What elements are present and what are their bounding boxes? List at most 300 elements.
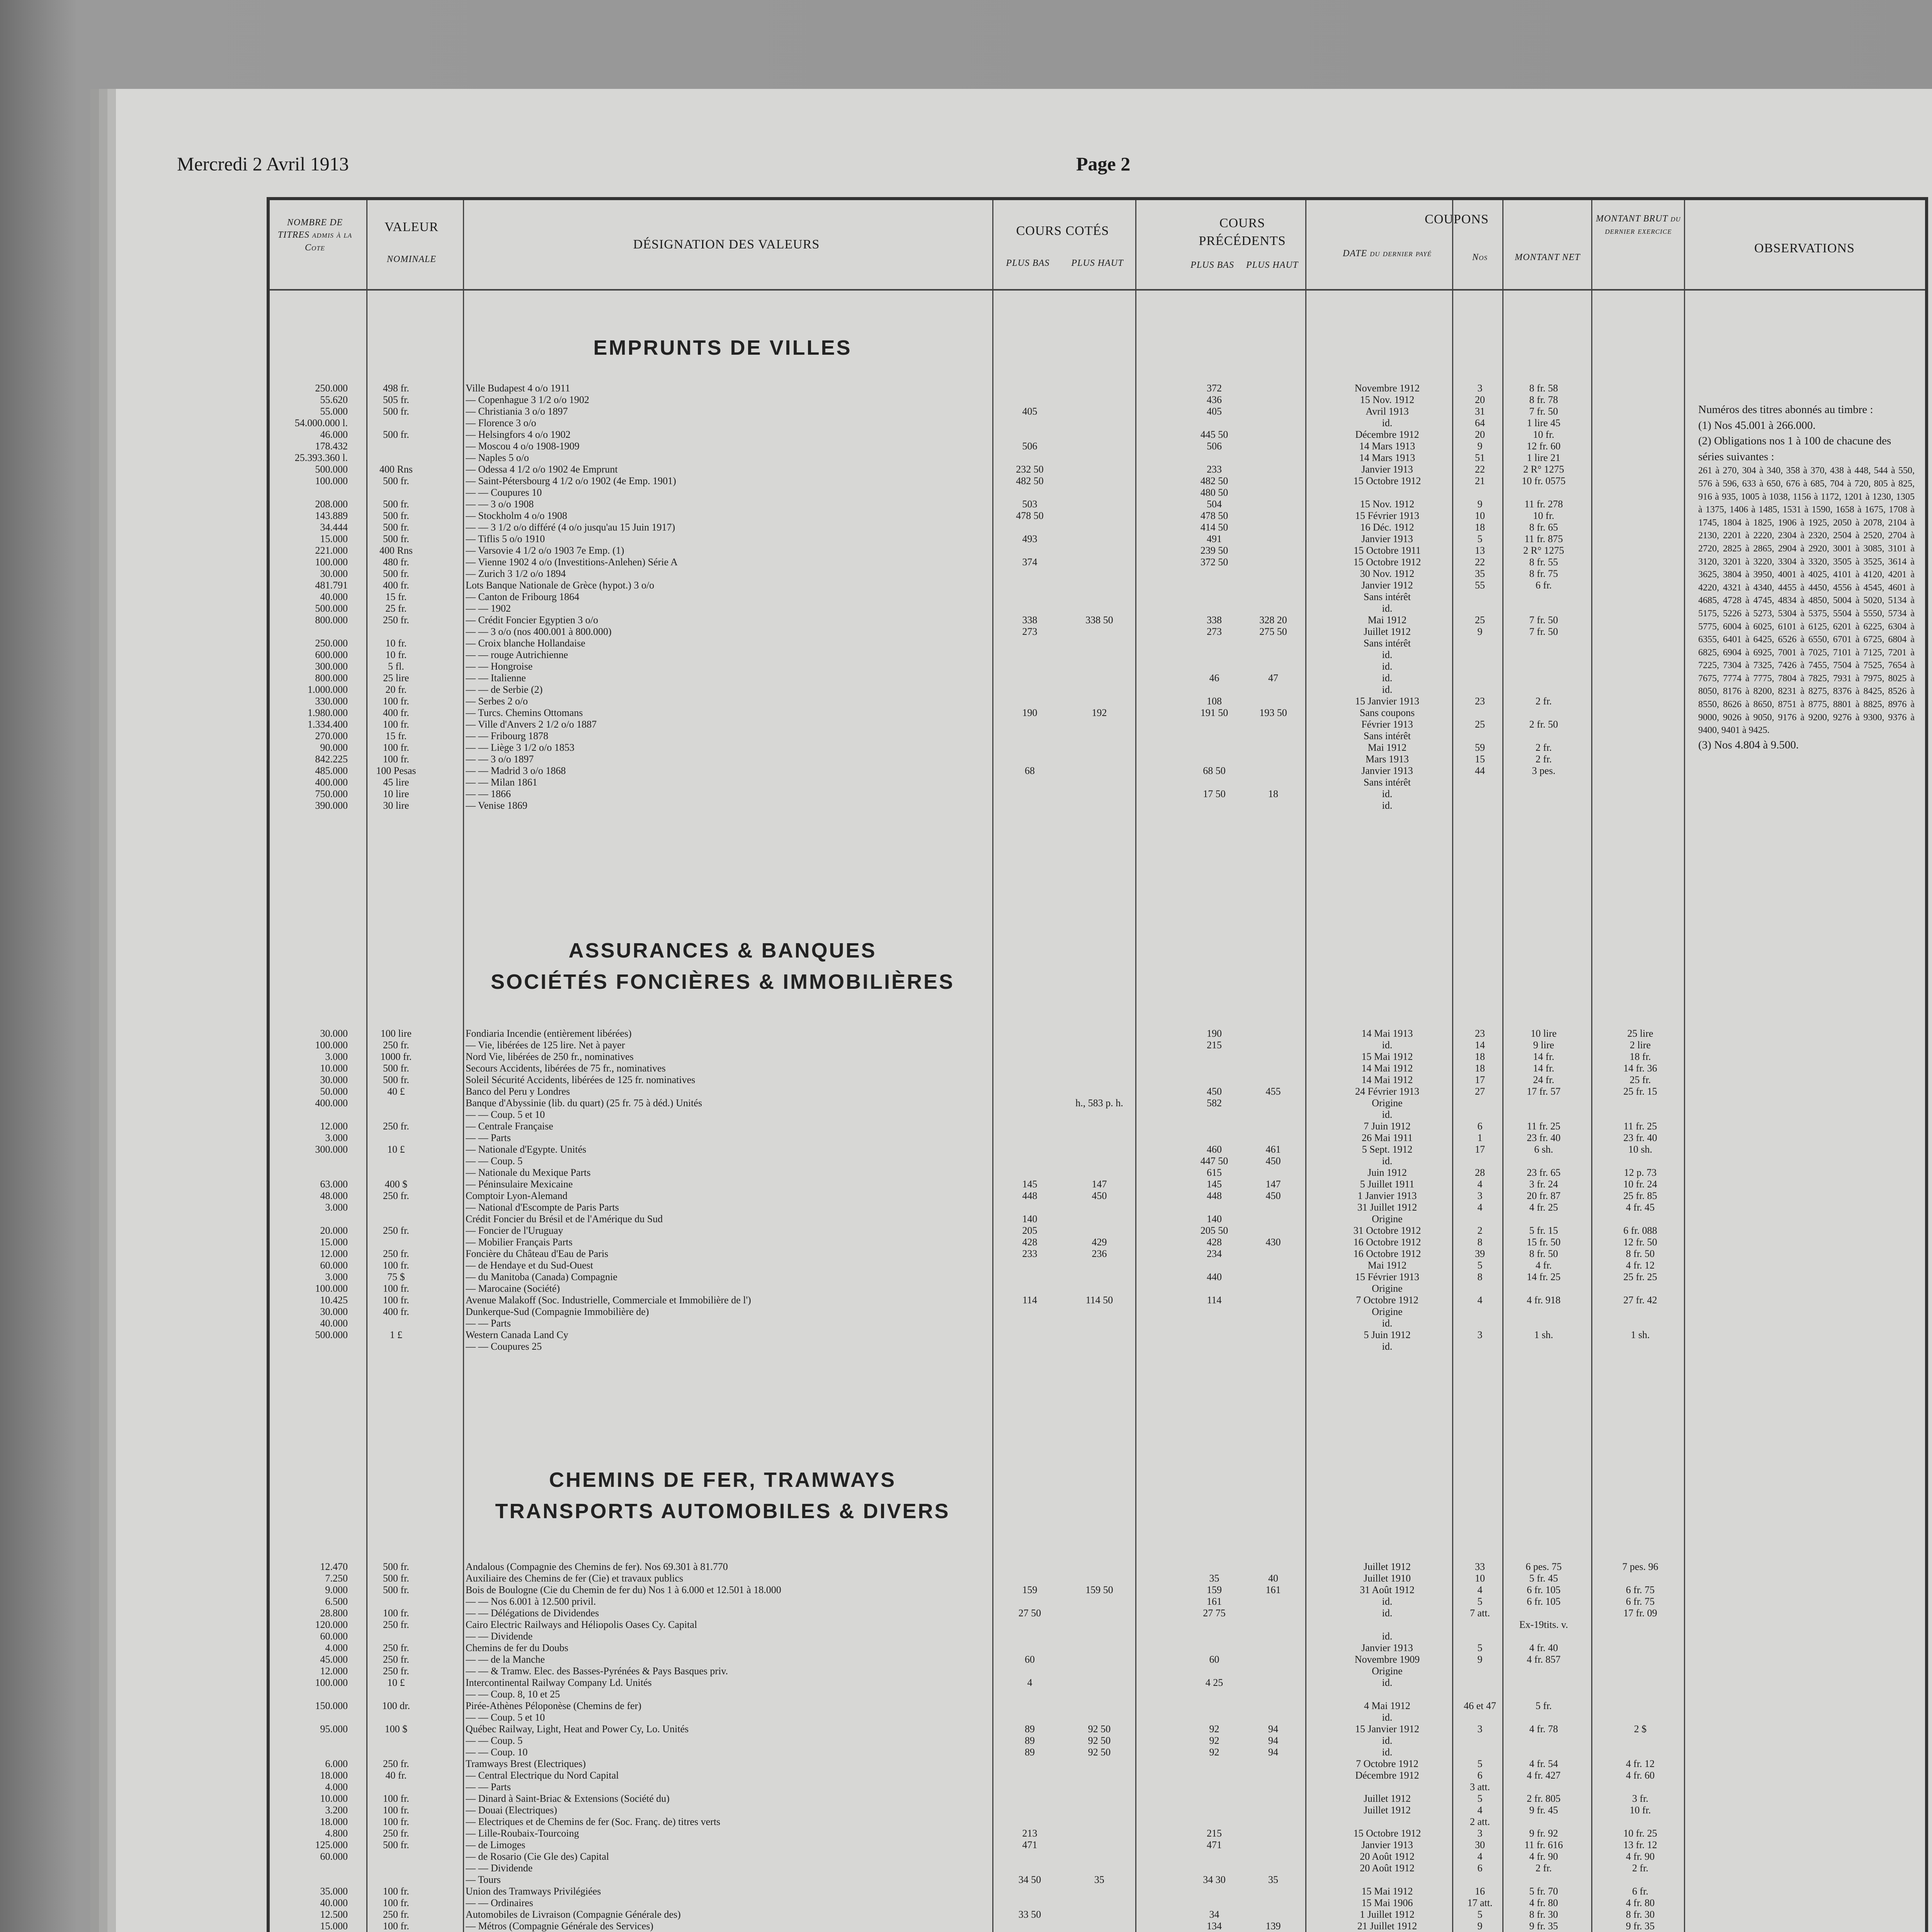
titres-count: 500.000 bbox=[315, 1329, 348, 1340]
coupon-date: 26 Mai 1911 bbox=[1362, 1132, 1413, 1143]
nominal-value: 15 fr. bbox=[385, 730, 407, 742]
nominal-value: 250 fr. bbox=[383, 1619, 409, 1630]
nominal-value: 100 lire bbox=[380, 1028, 412, 1039]
coupon-number: 1 bbox=[1477, 1132, 1483, 1143]
table-row bbox=[0, 1561, 1932, 1573]
security-name: — Venise 1869 bbox=[466, 800, 527, 811]
obs-line: (2) Obligations nos 1 à 100 de chacune des séries suivantes : bbox=[1698, 435, 1891, 463]
titres-count: 3.200 bbox=[325, 1804, 348, 1816]
prec-plus-bas: 234 bbox=[1207, 1248, 1222, 1259]
coupon-net: 6 fr. bbox=[1536, 580, 1552, 591]
montant-brut: 7 pes. 96 bbox=[1622, 1561, 1658, 1572]
montant-brut: 4 fr. 45 bbox=[1626, 1202, 1655, 1213]
coupon-date: 15 Nov. 1912 bbox=[1360, 394, 1415, 405]
coupon-number: 3 bbox=[1477, 1329, 1483, 1340]
security-name: — Copenhague 3 1/2 o/o 1902 bbox=[466, 394, 589, 405]
montant-brut: 4 fr. 12 bbox=[1626, 1260, 1655, 1271]
table-row bbox=[0, 1596, 1932, 1607]
nominal-value: 500 fr. bbox=[383, 1584, 409, 1595]
coupon-number: 4 bbox=[1477, 1294, 1483, 1306]
cours-plus-haut: 147 bbox=[1092, 1179, 1107, 1190]
table-row bbox=[0, 1028, 1932, 1039]
table-row bbox=[0, 452, 1932, 464]
security-name: — — Nos 6.001 à 12.500 privil. bbox=[466, 1596, 596, 1607]
table-row bbox=[0, 1862, 1932, 1874]
coupon-number: 2 att. bbox=[1470, 1816, 1490, 1827]
coupon-date: Origine bbox=[1372, 1306, 1403, 1317]
coupon-net: 8 fr. 78 bbox=[1529, 394, 1558, 405]
coupon-date: 15 Mai 1912 bbox=[1361, 1051, 1413, 1062]
cours-plus-bas: 89 bbox=[1025, 1723, 1035, 1735]
col-numero: Nos bbox=[1472, 252, 1488, 262]
titres-count: 46.000 bbox=[320, 429, 348, 440]
nominal-value: 100 fr. bbox=[383, 1804, 409, 1816]
nominal-value: 250 fr. bbox=[383, 1039, 409, 1051]
coupon-date: 15 Nov. 1912 bbox=[1360, 498, 1415, 510]
security-name: — — Milan 1861 bbox=[466, 777, 537, 788]
cours-plus-bas: 33 50 bbox=[1018, 1909, 1041, 1920]
coupon-net: 3 pes. bbox=[1532, 765, 1556, 776]
section-title-chemins-de-fer bbox=[464, 1464, 981, 1527]
nominal-value: 500 fr. bbox=[383, 533, 409, 544]
montant-brut: 11 fr. 25 bbox=[1623, 1121, 1657, 1132]
coupon-date: 31 Août 1912 bbox=[1360, 1584, 1415, 1595]
coupon-date: Février 1913 bbox=[1361, 719, 1413, 730]
security-name: — Tiflis 5 o/o 1910 bbox=[466, 533, 545, 544]
coupon-date: Sans intérêt bbox=[1363, 730, 1411, 742]
security-name: Banco del Peru y Londres bbox=[466, 1086, 570, 1097]
table-row bbox=[0, 800, 1932, 811]
nominal-value: 1 £ bbox=[389, 1329, 403, 1340]
security-name: Nord Vie, libérées de 250 fr., nominatives bbox=[466, 1051, 634, 1062]
coupon-number: 20 bbox=[1475, 394, 1485, 405]
prec-plus-haut: 139 bbox=[1265, 1920, 1281, 1932]
coupon-net: 4 fr. 78 bbox=[1529, 1723, 1558, 1735]
prec-plus-haut: 161 bbox=[1265, 1584, 1281, 1595]
coupon-number: 4 bbox=[1477, 1851, 1483, 1862]
titres-count: 1.334.400 bbox=[308, 719, 348, 730]
security-name: — Zurich 3 1/2 o/o 1894 bbox=[466, 568, 566, 579]
col-cours-precedents: COURS PRÉCÉDENTS bbox=[1199, 216, 1286, 248]
col-montant-brut: MONTANT BRUT du dernier exercice bbox=[1596, 214, 1681, 236]
security-name: — Varsovie 4 1/2 o/o 1903 7e Emp. (1) bbox=[466, 545, 624, 556]
security-name: — — Coupures 25 bbox=[466, 1341, 542, 1352]
titres-count: 25.393.360 l. bbox=[294, 452, 348, 463]
col-plus-bas: PLUS BAS bbox=[1006, 258, 1050, 268]
titres-count: 12.470 bbox=[320, 1561, 348, 1572]
titres-count: 12.500 bbox=[320, 1909, 348, 1920]
coupon-net: 10 fr. 0575 bbox=[1522, 475, 1566, 486]
coupon-date: Juillet 1912 bbox=[1363, 1793, 1411, 1804]
table-row bbox=[0, 1851, 1932, 1862]
titres-count: 63.000 bbox=[320, 1179, 348, 1190]
montant-brut: 6 fr. 088 bbox=[1623, 1225, 1657, 1236]
cours-plus-bas: 140 bbox=[1022, 1213, 1037, 1225]
coupon-date: 20 Août 1912 bbox=[1360, 1851, 1415, 1862]
coupon-net: 8 fr. 30 bbox=[1529, 1909, 1558, 1920]
montant-brut: 1 sh. bbox=[1631, 1329, 1650, 1340]
security-name: Fondiaria Incendie (entièrement libérées) bbox=[466, 1028, 632, 1039]
coupon-number: 2 bbox=[1477, 1225, 1483, 1236]
table-row bbox=[0, 1121, 1932, 1132]
security-name: — — 3 o/o 1897 bbox=[466, 753, 534, 765]
coupon-date: Janvier 1913 bbox=[1361, 1642, 1413, 1653]
prec-plus-bas: 35 bbox=[1209, 1573, 1219, 1584]
cours-plus-bas: 471 bbox=[1022, 1839, 1037, 1850]
coupon-date: id. bbox=[1382, 1631, 1393, 1642]
coupon-net: 2 R° 1275 bbox=[1523, 545, 1564, 556]
cours-plus-bas: 233 bbox=[1022, 1248, 1037, 1259]
montant-brut: 10 sh. bbox=[1628, 1144, 1653, 1155]
titres-count: 485.000 bbox=[315, 765, 348, 776]
coupon-number: 4 bbox=[1477, 1179, 1483, 1190]
security-name: Banque d'Abyssinie (lib. du quart) (25 fr. 75 à déd.) Unités bbox=[466, 1097, 702, 1109]
cours-plus-bas: 159 bbox=[1022, 1584, 1037, 1595]
coupon-net: 9 fr. 35 bbox=[1529, 1920, 1558, 1932]
coupon-date: 16 Déc. 1912 bbox=[1360, 522, 1414, 533]
coupon-date: id. bbox=[1382, 672, 1393, 684]
coupon-date: 5 Juillet 1911 bbox=[1360, 1179, 1415, 1190]
titres-count: 3.000 bbox=[325, 1202, 348, 1213]
montant-brut: 6 fr. 75 bbox=[1626, 1584, 1655, 1595]
nominal-value: 10 fr. bbox=[385, 649, 407, 660]
titres-count: 28.800 bbox=[320, 1607, 348, 1619]
table-row bbox=[0, 1758, 1932, 1770]
col-prec-plus-bas: PLUS BAS bbox=[1190, 260, 1234, 270]
coupon-number: 16 bbox=[1475, 1886, 1485, 1897]
cours-plus-bas: 405 bbox=[1022, 406, 1037, 417]
titres-count: 45.000 bbox=[320, 1654, 348, 1665]
coupon-number: 4 bbox=[1477, 1584, 1483, 1595]
table-row bbox=[0, 707, 1932, 719]
montant-brut: 18 fr. bbox=[1629, 1051, 1651, 1062]
montant-brut: 12 fr. 50 bbox=[1623, 1236, 1657, 1248]
coupon-net: 12 fr. 60 bbox=[1527, 440, 1561, 452]
table-row bbox=[0, 475, 1932, 487]
coupon-date: id. bbox=[1382, 1607, 1393, 1619]
titres-count: 3.000 bbox=[325, 1051, 348, 1062]
prec-plus-bas: 161 bbox=[1207, 1596, 1222, 1607]
titres-count: 150.000 bbox=[315, 1700, 348, 1711]
coupon-date: Origine bbox=[1372, 1097, 1403, 1109]
nominal-value: 250 fr. bbox=[383, 1225, 409, 1236]
titres-count: 500.000 bbox=[315, 603, 348, 614]
coupon-date: Mai 1912 bbox=[1367, 1260, 1407, 1271]
table-row bbox=[0, 1654, 1932, 1665]
coupon-net: 17 fr. 57 bbox=[1527, 1086, 1561, 1097]
coupon-date: Origine bbox=[1372, 1665, 1403, 1677]
security-name: — Nationale d'Egypte. Unités bbox=[466, 1144, 587, 1155]
titres-count: 100.000 bbox=[315, 475, 348, 486]
titres-count: 800.000 bbox=[315, 614, 348, 626]
prec-plus-bas: 17 50 bbox=[1203, 788, 1226, 799]
section-rows-chemins-de-fer bbox=[0, 1561, 1932, 1932]
cours-plus-bas: 190 bbox=[1022, 707, 1037, 718]
cours-plus-haut: 92 50 bbox=[1088, 1747, 1111, 1758]
montant-brut: 14 fr. 36 bbox=[1623, 1063, 1657, 1074]
coupon-date: Juillet 1910 bbox=[1363, 1573, 1411, 1584]
prec-plus-bas: 440 bbox=[1207, 1271, 1222, 1282]
coupon-net: 14 fr. bbox=[1533, 1051, 1554, 1062]
security-name: — Canton de Fribourg 1864 bbox=[466, 591, 580, 602]
table-row bbox=[0, 545, 1932, 556]
coupon-number: 15 bbox=[1475, 753, 1485, 765]
page-number: Page 2 bbox=[1076, 153, 1131, 175]
coupon-net: 23 fr. 40 bbox=[1527, 1132, 1561, 1143]
col-plus-haut: PLUS HAUT bbox=[1071, 258, 1124, 268]
coupon-date: 7 Octobre 1912 bbox=[1356, 1758, 1418, 1769]
coupon-date: 15 Octobre 1912 bbox=[1353, 475, 1421, 486]
prec-plus-bas: 191 50 bbox=[1200, 707, 1228, 718]
coupon-net: 6 sh. bbox=[1534, 1144, 1553, 1155]
security-name: Intercontinental Railway Company Ld. Unités bbox=[466, 1677, 652, 1688]
nominal-value: 250 fr. bbox=[383, 1642, 409, 1653]
security-name: Automobiles de Livraison (Compagnie Générale des) bbox=[466, 1909, 681, 1920]
coupon-net: 11 fr. 616 bbox=[1524, 1839, 1563, 1850]
table-row bbox=[0, 1074, 1932, 1086]
nominal-value: 100 fr. bbox=[383, 1793, 409, 1804]
coupon-date: id. bbox=[1382, 1712, 1393, 1723]
coupon-number: 4 bbox=[1477, 1804, 1483, 1816]
prec-plus-bas: 92 bbox=[1209, 1747, 1219, 1758]
security-name: — — Liège 3 1/2 o/o 1853 bbox=[466, 742, 575, 753]
security-name: Comptoir Lyon-Alemand bbox=[466, 1190, 568, 1201]
security-name: — Stockholm 4 o/o 1908 bbox=[466, 510, 567, 521]
table-row bbox=[0, 1225, 1932, 1236]
coupon-number: 3 att. bbox=[1470, 1781, 1490, 1793]
security-name: — — Dividende bbox=[466, 1862, 533, 1874]
cours-plus-bas: 89 bbox=[1025, 1747, 1035, 1758]
coupon-number: 10 bbox=[1475, 510, 1485, 521]
col-nombre: NOMBRE DE TITRES admis à la Cote bbox=[277, 218, 352, 253]
table-row bbox=[0, 1816, 1932, 1828]
prec-plus-bas: 34 bbox=[1209, 1909, 1219, 1920]
coupon-net: 10 lire bbox=[1531, 1028, 1557, 1039]
nominal-value: 100 fr. bbox=[383, 1294, 409, 1306]
table-row bbox=[0, 1712, 1932, 1723]
security-name: — — Coup. 5 bbox=[466, 1155, 523, 1167]
nominal-value: 500 fr. bbox=[383, 568, 409, 579]
nominal-value: 500 fr. bbox=[383, 475, 409, 486]
coupon-net: Ex-19tits. v. bbox=[1519, 1619, 1568, 1630]
coupon-number: 20 bbox=[1475, 429, 1485, 440]
coupon-net: 5 fr. 45 bbox=[1529, 1573, 1558, 1584]
montant-brut: 4 fr. 12 bbox=[1626, 1758, 1655, 1769]
coupon-date: Décembre 1912 bbox=[1355, 1770, 1419, 1781]
table-row bbox=[0, 1642, 1932, 1654]
cours-plus-haut: 429 bbox=[1092, 1236, 1107, 1248]
coupon-date: Mai 1912 bbox=[1367, 742, 1407, 753]
table-row bbox=[0, 1689, 1932, 1700]
coupon-number: 27 bbox=[1475, 1086, 1485, 1097]
section-rows-assurances bbox=[0, 1028, 1932, 1352]
security-name: Cairo Electric Railways and Héliopolis Oases Cy. Capital bbox=[466, 1619, 697, 1630]
cours-plus-haut: 450 bbox=[1092, 1190, 1107, 1201]
prec-plus-bas: 205 50 bbox=[1200, 1225, 1228, 1236]
table-row bbox=[0, 568, 1932, 580]
coupon-net: 2 fr. 805 bbox=[1527, 1793, 1561, 1804]
cours-plus-bas: 448 bbox=[1022, 1190, 1037, 1201]
coupon-date: 15 Mai 1906 bbox=[1361, 1897, 1413, 1908]
coupon-number: 23 bbox=[1475, 696, 1485, 707]
security-name: — Electriques et de Chemins de fer (Soc. Franç. de) titres verts bbox=[466, 1816, 721, 1827]
prec-plus-bas: 506 bbox=[1207, 440, 1222, 452]
nominal-value: 400 fr. bbox=[383, 1306, 409, 1317]
montant-brut: 2 lire bbox=[1629, 1039, 1651, 1051]
coupon-number: 3 bbox=[1477, 383, 1483, 394]
section-title-line: ASSURANCES & BANQUES bbox=[568, 939, 877, 962]
coupon-date: id. bbox=[1382, 1735, 1393, 1746]
prec-plus-bas: 92 bbox=[1209, 1723, 1219, 1735]
security-name: — — Dividende bbox=[466, 1631, 533, 1642]
security-name: — — Fribourg 1878 bbox=[466, 730, 549, 742]
cours-plus-bas: 89 bbox=[1025, 1735, 1035, 1746]
titres-count: 55.620 bbox=[320, 394, 348, 405]
titres-count: 390.000 bbox=[315, 800, 348, 811]
coupon-number: 9 bbox=[1477, 498, 1483, 510]
coupon-date: Janvier 1913 bbox=[1361, 1839, 1413, 1850]
prec-plus-haut: 193 50 bbox=[1259, 707, 1287, 718]
coupon-net: 8 fr. 75 bbox=[1529, 568, 1558, 579]
titres-count: 10.425 bbox=[320, 1294, 348, 1306]
montant-brut: 10 fr. 24 bbox=[1623, 1179, 1657, 1190]
nominal-value: 400 fr. bbox=[383, 580, 409, 591]
table-row bbox=[0, 1039, 1932, 1051]
nominal-value: 10 lire bbox=[383, 788, 409, 799]
security-name: — Moscou 4 o/o 1908-1909 bbox=[466, 440, 580, 452]
coupon-date: Janvier 1912 bbox=[1361, 580, 1413, 591]
coupon-number: 18 bbox=[1475, 1051, 1485, 1062]
coupon-date: 14 Mai 1913 bbox=[1361, 1028, 1413, 1039]
security-name: — Crédit Foncier Egyptien 3 o/o bbox=[466, 614, 599, 626]
montant-brut: 27 fr. 42 bbox=[1623, 1294, 1657, 1306]
coupon-net: 5 fr. bbox=[1536, 1700, 1552, 1711]
coupon-date: Avril 1913 bbox=[1366, 406, 1409, 417]
nominal-value: 10 £ bbox=[387, 1144, 405, 1155]
section-title-line: TRANSPORTS AUTOMOBILES & DIVERS bbox=[495, 1500, 950, 1523]
coupon-net: 10 fr. bbox=[1533, 510, 1554, 521]
table-row bbox=[0, 1306, 1932, 1318]
nominal-value: 40 fr. bbox=[385, 1770, 407, 1781]
nominal-value: 250 fr. bbox=[383, 1758, 409, 1769]
coupon-net: 7 fr. 50 bbox=[1529, 406, 1558, 417]
prec-plus-bas: 60 bbox=[1209, 1654, 1219, 1665]
cours-plus-bas: 4 bbox=[1027, 1677, 1032, 1688]
coupon-number: 46 et 47 bbox=[1464, 1700, 1496, 1711]
titres-count: 15.000 bbox=[320, 1920, 348, 1932]
col-date-dernier: DATE du dernier payé bbox=[1343, 248, 1432, 259]
prec-plus-bas: 460 bbox=[1207, 1144, 1222, 1155]
security-name: — — Parts bbox=[466, 1132, 511, 1143]
coupon-net: 23 fr. 65 bbox=[1527, 1167, 1561, 1178]
table-row bbox=[0, 1607, 1932, 1619]
cours-plus-bas: 273 bbox=[1022, 626, 1037, 637]
obs-line: Numéros des titres abonnés au timbre : bbox=[1698, 403, 1873, 416]
coupon-date: id. bbox=[1382, 649, 1393, 660]
table-row bbox=[0, 580, 1932, 591]
prec-plus-haut: 450 bbox=[1265, 1155, 1281, 1167]
coupon-net: 6 fr. 105 bbox=[1527, 1584, 1561, 1595]
table-row bbox=[0, 696, 1932, 707]
nominal-value: 400 Rns bbox=[379, 545, 413, 556]
cours-plus-haut: 92 50 bbox=[1088, 1723, 1111, 1735]
security-name: — Florence 3 o/o bbox=[466, 417, 536, 429]
coupon-net: 4 fr. 427 bbox=[1527, 1770, 1561, 1781]
nominal-value: 100 fr. bbox=[383, 1920, 409, 1932]
table-row bbox=[0, 661, 1932, 672]
coupon-net: 7 fr. 50 bbox=[1529, 614, 1558, 626]
coupon-net: 9 fr. 45 bbox=[1529, 1804, 1558, 1816]
coupon-net: 1 sh. bbox=[1534, 1329, 1553, 1340]
table-row bbox=[0, 394, 1932, 406]
coupon-number: 22 bbox=[1475, 464, 1485, 475]
security-name: — — 1902 bbox=[466, 603, 511, 614]
security-name: — — Parts bbox=[466, 1781, 511, 1793]
coupon-net: 5 fr. 70 bbox=[1529, 1886, 1558, 1897]
montant-brut: 25 fr. 15 bbox=[1623, 1086, 1657, 1097]
nominal-value: 250 fr. bbox=[383, 614, 409, 626]
nominal-value: 45 lire bbox=[383, 777, 409, 788]
table-row bbox=[0, 1584, 1932, 1596]
table-row bbox=[0, 1144, 1932, 1155]
coupon-net: 4 fr. 40 bbox=[1529, 1642, 1558, 1653]
coupon-number: 51 bbox=[1475, 452, 1485, 463]
coupon-net: 4 fr. 80 bbox=[1529, 1897, 1558, 1908]
coupon-net: 15 fr. 50 bbox=[1527, 1236, 1561, 1248]
titres-count: 1.980.000 bbox=[308, 707, 348, 718]
titres-count: 40.000 bbox=[320, 1897, 348, 1908]
coupon-date: id. bbox=[1382, 1747, 1393, 1758]
nominal-value: 5 fl. bbox=[388, 661, 404, 672]
prec-plus-bas: 480 50 bbox=[1200, 487, 1228, 498]
prec-plus-bas: 445 50 bbox=[1200, 429, 1228, 440]
coupon-number: 21 bbox=[1475, 475, 1485, 486]
coupon-date: Mai 1912 bbox=[1367, 614, 1407, 626]
security-name: — Serbes 2 o/o bbox=[466, 696, 528, 707]
security-name: — — rouge Autrichienne bbox=[466, 649, 568, 660]
security-name: — — de Serbie (2) bbox=[466, 684, 543, 695]
cours-plus-bas: 493 bbox=[1022, 533, 1037, 544]
prec-plus-haut: 147 bbox=[1265, 1179, 1281, 1190]
coupon-date: Juillet 1912 bbox=[1363, 1561, 1411, 1572]
security-name: — Marocaine (Société) bbox=[466, 1283, 560, 1294]
titres-count: 9.000 bbox=[325, 1584, 348, 1595]
coupon-date: 14 Mai 1912 bbox=[1361, 1074, 1413, 1085]
prec-plus-bas: 428 bbox=[1207, 1236, 1222, 1248]
titres-count: 30.000 bbox=[320, 1028, 348, 1039]
montant-brut: 17 fr. 09 bbox=[1623, 1607, 1657, 1619]
nominal-value: 250 fr. bbox=[383, 1190, 409, 1201]
security-name: — — Délégations de Dividendes bbox=[466, 1607, 599, 1619]
coupon-number: 22 bbox=[1475, 556, 1485, 568]
titres-count: 12.000 bbox=[320, 1121, 348, 1132]
titres-count: 15.000 bbox=[320, 1236, 348, 1248]
coupon-net: 10 fr. bbox=[1533, 429, 1554, 440]
security-name: — — Coup. 5 et 10 bbox=[466, 1109, 545, 1120]
titres-count: 4.800 bbox=[325, 1828, 348, 1839]
nominal-value: 30 lire bbox=[383, 800, 409, 811]
prec-plus-haut: 328 20 bbox=[1259, 614, 1287, 626]
table-row bbox=[0, 638, 1932, 649]
security-name: Ville Budapest 4 o/o 1911 bbox=[466, 383, 570, 394]
coupon-number: 7 att. bbox=[1470, 1607, 1490, 1619]
montant-brut: 13 fr. 12 bbox=[1623, 1839, 1657, 1850]
col-coupons: COUPONS bbox=[1425, 212, 1489, 226]
security-name: Québec Railway, Light, Heat and Power Cy, Lo. Unités bbox=[466, 1723, 689, 1735]
table-row bbox=[0, 1897, 1932, 1909]
table-row bbox=[0, 1341, 1932, 1352]
nominal-value: 400 fr. bbox=[383, 707, 409, 718]
